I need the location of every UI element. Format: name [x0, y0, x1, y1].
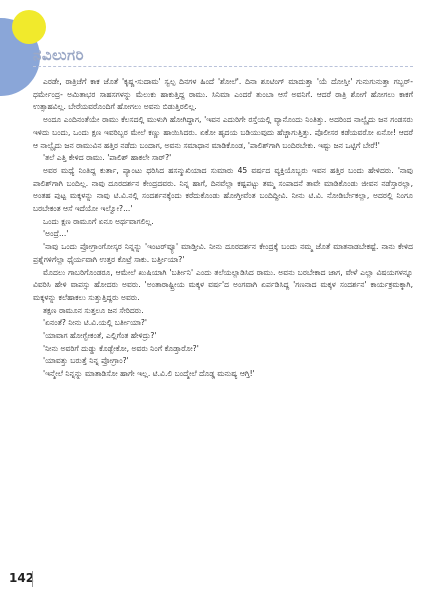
paragraph: 'ಇನ್ಮೇಲೆ ನಿನ್ನನ್ನು ಮಾತಾಡಿಸೋ ಹಾಗೇ ಇಲ್ಲ. ಟಿ.ವಿ.ಲಿ ಬಂದ್ಮೇಲೆ ದೊಡ್ಡ ಮನುಷ್ಯ ಆಗ್ತಿ!' [43, 369, 255, 379]
paragraph: ಅಂದೂ ಎಂದಿನಂತೆಯೇ ರಾಮು ಕೆಲಸದಲ್ಲಿ ಮುಳುಗಿ ಹೋಗಿದ್ದಾಗ, 'ಇವನ ಎದುರಿಗೇ ರಸ್ತೆಯಲ್ಲಿ ವ್ಯಾನೊಂದು ನಿಂತಿತ್ತು. ಅದರಿಂದ ನಾಲ್ವೈದು ಜನ ಗಂಡಸರು ಇಳಿದು ಬಂದು, ಒಂದು ಕ್ಷಣ ಇವರಿಬ್ಬರ ಮೇಲೆ ಕಣ್ಣು ಹಾಯಿಸಿದರು. ಏಕೋ ಹೃದಯ ಬಡಿಯುವುದು ಹೆಚ್ಚಾಗುತ್ತಿತ್ತು. ಪೊಲೀಸರ ಕಡೆಯವರೋ ಏನೋ! ಆದರೆ ಆ ನಾಲ್ವೈದು ಜನ ರಾಮುವಿನ ಹತ್ತಿರ ನಡೆದು ಬಂದಾಗ, ಅವನು ಸಮಾಧಾನ ಮಾಡಿಕೊಂಡ, 'ಪಾಲಿಶ್‌ಗಾಗಿ ಬಂದಿರಬೇಕು. ಇಷ್ಟು ಜನ ಒಟ್ಟಿಗೆ ಬೇರೆ!' [33, 115, 413, 150]
paragraph: 'ಯಾವಾಗ ಹೋಗ್ಬೇಕಂತೆ, ಎಲ್ಲಿಗೆಂತ ಹೇಳಿದ್ರು?' [43, 331, 157, 341]
story-text-column [33, 76, 413, 381]
page-number-divider [32, 571, 33, 587]
paragraph: 'ಏನಂತೆ? ನೀನು ಟಿ.ವಿ.ಯಲ್ಲಿ ಬರ್ತೀಯಾ?' [43, 318, 147, 328]
decorative-yellow-circle [12, 10, 46, 44]
paragraph: ಮೊದಲು ಗಾಬರಿಗೊಂಡರೂ, ಆಮೇಲೆ ಖುಷಿಯಾಗಿ 'ಬರ್ತೀನಿ' ಎಂದು ತಲೆಯಲ್ಲಾಡಿಸಿದ ರಾಮು. ಅವನು ಬರಬೇಕಾದ ಜಾಗ, ವೇಳೆ ಎಲ್ಲಾ ವಿಷಯಗಳನ್ನೂ ವಿವರಿಸಿ ಹೇಳಿ ವಾಪಸ್ಸು ಹೋದರು ಅವರು. 'ಅಂತಾರಾಷ್ಟ್ರೀಯ ಮಕ್ಕಳ ವರ್ಷ'ದ ಅಂಗವಾಗಿ ಏರ್ಪಡಿಸಿದ್ದ 'ಗಣನಾದ ಮಕ್ಕಳ ಸಂದರ್ಶನ' ಕಾರ್ಯಕ್ರಮಕ್ಕಾಗಿ, ಮಕ್ಕಳನ್ನು ಕಲೆಹಾಕಲು ಸುತ್ತುತ್ತಿದ್ದರು ಅವರು. [33, 267, 413, 302]
header-divider [33, 66, 413, 67]
page-number: 142 [9, 571, 35, 585]
paragraph: ಒಂದು ಕ್ಷಣ ರಾಮೂಗೆ ಏನೂ ಅರ್ಥವಾಗಲಿಲ್ಲ. [43, 216, 154, 226]
paragraph: 'ನೀನು ಅವರಿಗೆ ದುಡ್ಡು ಕೊಡ್ಬೇಕೋ, ಅವರು ನಿಂಗೆ ಕೊಡ್ತಾರೋ?' [43, 343, 199, 353]
paragraph: ಎರಡೇ, ರಾತ್ರಿಚೆಗೆ ಕಾಕ ಜೊತೆ 'ಕೃಷ್ಣ-ಸುದಾಮ' ಸ್ವಲ್ಪ ದಿನಗಳ ಹಿಂದೆ 'ಶೋಲೆ'. ದಿನಾ ಶೂಟಿಂಗ್‌ ಮಾದುತ್ತಾ 'ಯೆ ದೋಸ್ತೀ' ಗುನುಗುನುತ್ತಾ ಗಬ್ಬರ್‌- ಧರ್ಮೇಂದ್ರ- ಅಮಿತಾಭರ ಸಾಹಸಗಳನ್ನು ಮೆಲುಕು ಹಾಕುತ್ತಿದ್ದ ರಾಮು. ಸಿನಿಮಾ ಎಂದರೆ ತುಂಬಾ ಆಸೆ ಅವನಿಗೆ. ಆದರೆ ರಾತ್ರಿ ಶೋಗೆ ಹೋಗಲು ಕಾಕಗೆ ಉತ್ಸಾಹವಿಲ್ಲ. ಬೇರೆಯವರೊಂದಿಗೆ ಹೋಗಲು ಅವನು ಬಿಡುತ್ತಿರಲಿಲ್ಲ. [33, 77, 413, 112]
paragraph: 'ನಾವು ಒಂದು ಪ್ರೋಗ್ರಾಂಗೋಸ್ಕರ ನಿನ್ನನ್ನು 'ಇಂಟರ್‌ವ್ಯೂ' ಮಾಡ್ತೀವಿ. ನೀನು ದೂರದರ್ಶನ ಕೇಂದ್ರಕ್ಕೆ ಬಂದು ನಮ್ಮ ಜೊತೆ ಮಾತನಾಡಬೇಕಷ್ಟೆ. ನಾನು ಕೇಳಿದ ಪ್ರಶ್ನೆಗಳಿಗೆಲ್ಲಾ ಧೈರ್ಯವಾಗಿ ಉತ್ತರ ಕೊಟ್ರೆ ಸಾಕು. ಬರ್ತ್ತೀಯಾ?' [33, 242, 413, 264]
section-title: ನವಿಲುಗರಿ [33, 46, 85, 64]
paragraph: 'ತಲೆ ಎತ್ತಿ ಕೇಳಿದ ರಾಮು. 'ಪಾಲಿಶ್‌ ಹಾಕಲೇ ಸಾರ್‌?' [43, 153, 172, 163]
paragraph: ತಕ್ಷಣ ರಾಮೂನ ಸುತ್ತಲೂ ಜನ ಸೇರಿದರು. [43, 305, 144, 315]
paragraph: ಅವರ ಮಧ್ಯೆ ನಿಂತಿದ್ದ ಕುರ್ತಾ, ಪ್ಯಾಂಟು ಧರಿಸಿದ ಹಸನ್ಮುಖಿಯಾದ ಸುಮಾರು 45 ವರ್ಷದ ವ್ಯಕ್ತಿಯೊಬ್ಬರು ಇವನ ಹತ್ತಿರ ಬಂದು ಹೇಳಿದರು. 'ನಾವು ಪಾಲಿಶ್‌ಗಾಗಿ ಬಂದಿಲ್ಲ. ನಾವು ದೂರದರ್ಶನ ಕೇಂದ್ರದವರು. ನಿನ್ನ ಹಾಗೆ, ದಿನವೆಲ್ಲಾ ಕಷ್ಟಪಟ್ಟು ತಮ್ಮ ಸಂಪಾದನೆ ತಾವೇ ಮಾಡಿಕೊಂಡು ಜೀವನ ನಡೆಸ್ತಾರಲ್ಲಾ, ಅಂತಹ ಪುಟ್ಟ ಮಕ್ಕಳನ್ನು ನಾವು ಟಿ.ವಿ.ನಲ್ಲಿ ಸಂದರ್ಶನಕ್ಕೆಂದು ಕರೆದುಕೊಂಡು ಹೋಗ್ತೀವೆಂತ ಬಂದಿದ್ದೀವಿ. ನೀನು ಟಿ.ವಿ. ನೋಡಿರ್ಬೇಕಲ್ಲಾ, ಅದರಲ್ಲಿ ನಿಂಗೂ ಬರಬೇಕಂತ ಆಸೆ ಇದೆಯೋ ಇಲ್ವೋ?...' [33, 165, 413, 214]
paragraph: 'ಅಂದ್ರೆ...' [43, 229, 69, 239]
paragraph: 'ಯಾವತ್ತು ಬರುತ್ತೆ ನಿನ್ನ ಪ್ರೋಗ್ರಾಂ?' [43, 356, 129, 366]
